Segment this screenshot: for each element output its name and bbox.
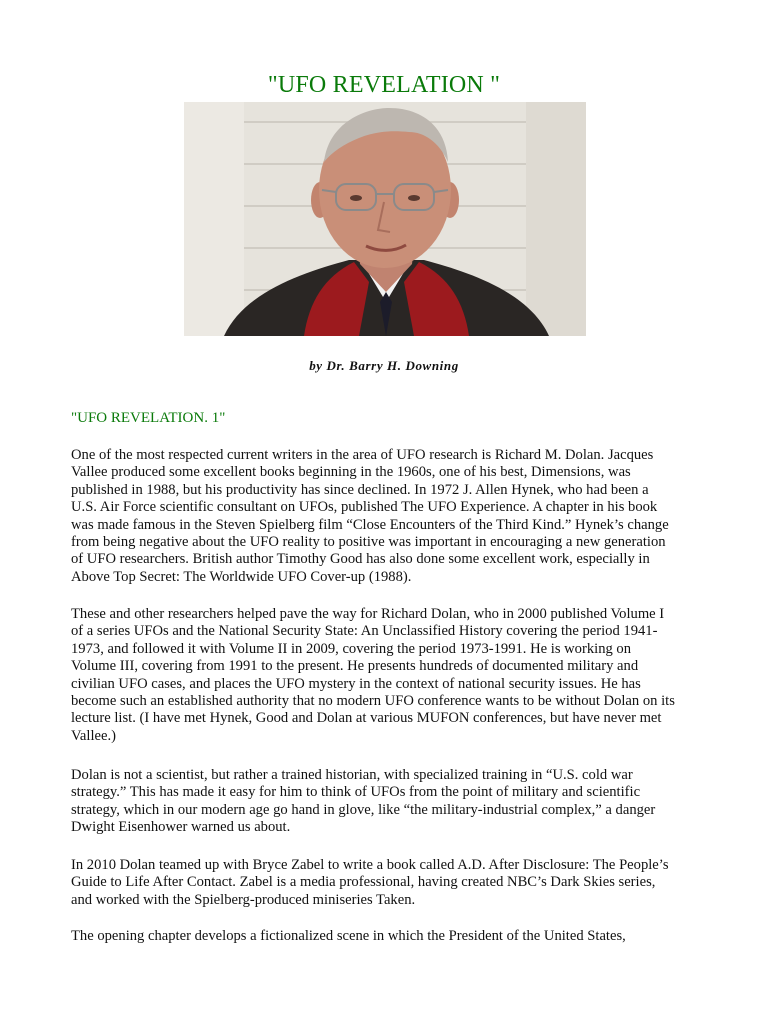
author-portrait-photo: [184, 102, 586, 336]
portrait-illustration: [184, 102, 586, 336]
section-heading: "UFO REVELATION. 1": [71, 410, 226, 426]
paragraph-5: The opening chapter develops a fictionalized scene in which the President of the United States,: [71, 928, 626, 944]
paragraph-4: In 2010 Dolan teamed up with Bryce Zabel to write a book called A.D. After Disclosure: The People’s Guide to Life After Contact. Zabel is a media professional, having created NBC’s Dark Skies series, and worked with the Spielberg-produced miniseries Taken.: [71, 857, 669, 908]
paragraph-3: Dolan is not a scientist, but rather a trained historian, with specialized training in “U.S. cold war strategy.” This has made it easy for him to think of UFOs from the point of military and scientific strategy, which in our modern age go hand in glove, like “the military-industrial complex,” a danger Dwight Eisenhower warned us about.: [71, 767, 656, 836]
document-title: "UFO REVELATION ": [267, 72, 501, 98]
paragraph-1: One of the most respected current writers in the area of UFO research is Richard M. Dolan. Jacques Vallee produced some excellent books beginning in the 1960s, one of his best, Dimensions, was published in 1988, but his productivity has since declined. In 1972 J. Allen Hynek, who had been a U.S. Air Force scientific consultant on UFOs, published The UFO Experience. A chapter in his book was made famous in the Steven Spielberg film “Close Encounters of the Third Kind.” Hynek’s change from being negative about the UFO reality to positive was important in encouraging a new generation of UFO researchers. British author Timothy Good has also done some excellent work, especially in Above Top Secret: The Worldwide UFO Cover-up (1988).: [71, 447, 669, 585]
paragraph-2: These and other researchers helped pave the way for Richard Dolan, who in 2000 published Volume I of a series UFOs and the National Security State: An Unclassified History covering the period 1941- 1973, and followed it with Volume II in 2009, covering the period 1973-1991. He is working on Volume III, covering from 1991 to the present. He presents hundreds of documented military and civilian UFO cases, and places the UFO mystery in the context of national security issues. He has become such an established authority that no modern UFO conference wants to be without Dolan on its lecture list. (I have met Hynek, Good and Dolan at various MUFON conferences, but have never met Vallee.): [71, 606, 675, 744]
byline: by Dr. Barry H. Downing: [309, 358, 459, 373]
